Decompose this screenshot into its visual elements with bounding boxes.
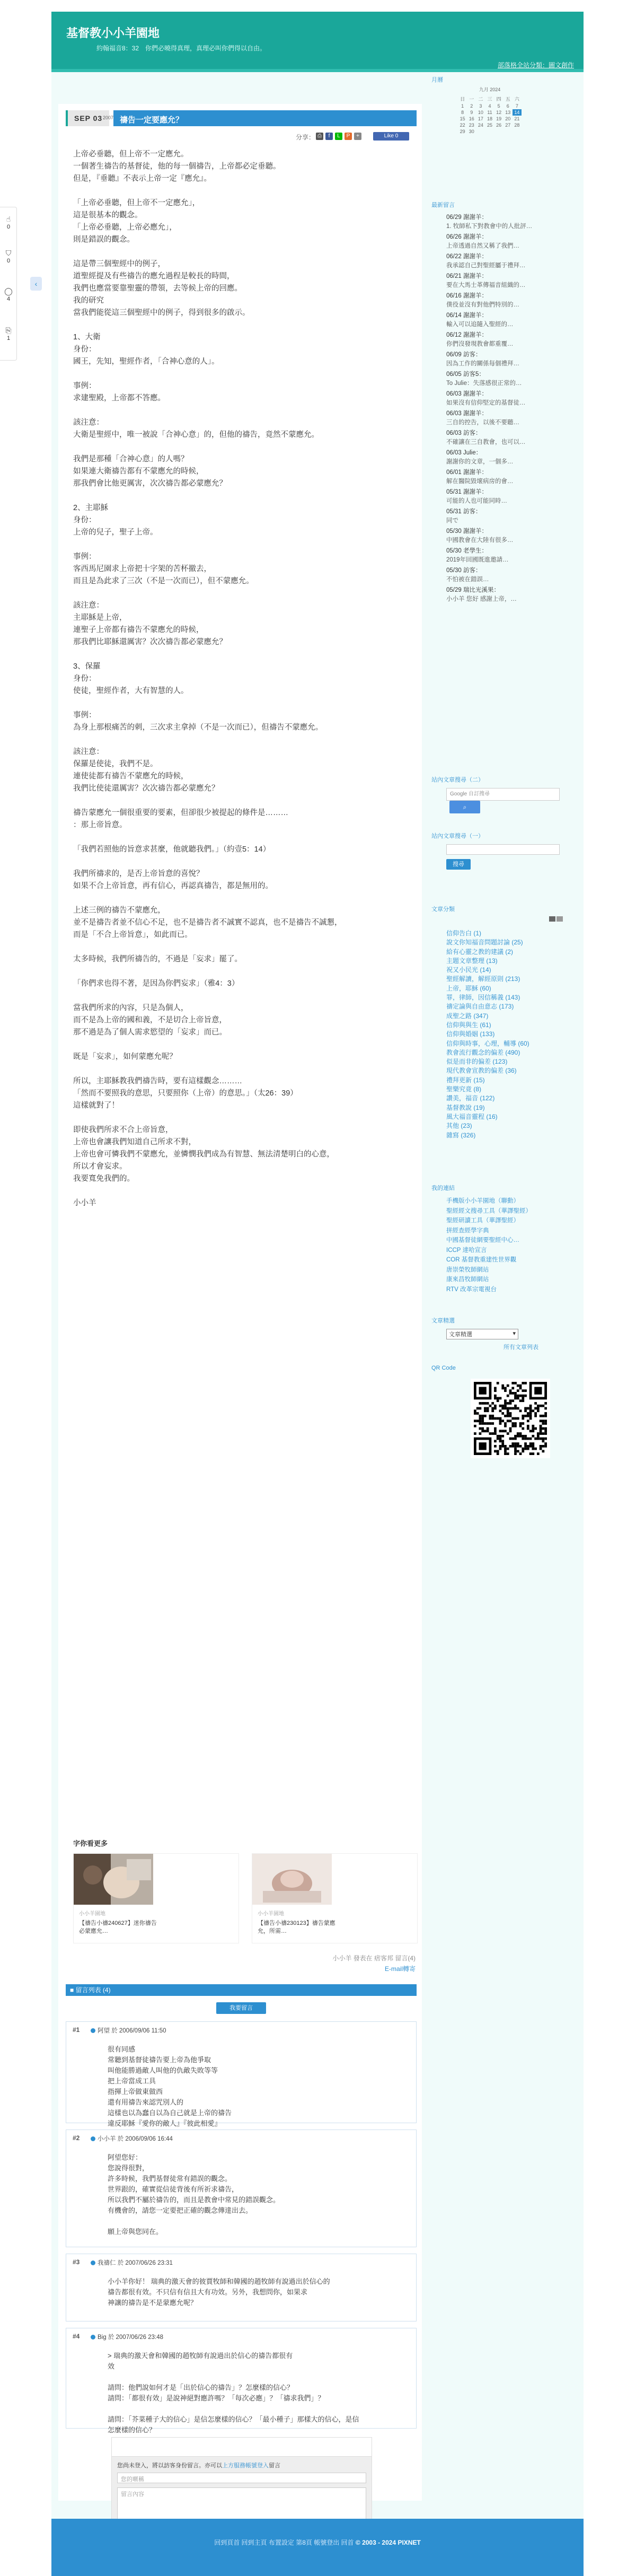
- post-date-text: SEP 03: [74, 114, 103, 122]
- calendar-weekday: 日: [460, 97, 465, 102]
- calendar-day[interactable]: 20: [505, 116, 511, 121]
- calendar-day[interactable]: 19: [496, 116, 502, 121]
- comment-meta: [91, 2026, 166, 2035]
- calendar-day[interactable]: 6: [506, 103, 509, 109]
- category-item[interactable]: 風大福音靈程 (16): [446, 1112, 498, 1120]
- post-paragraph: 上述三例的禱告不蒙應允， 並不是禱告者並不信心不足，也不是禱告者不誠實不認真，也不是禱告不誠懇， 而是「不合上帝旨意」，如此而已。: [73, 906, 342, 939]
- login-hint-text: 您尚未登入，將以訪客身份留言。亦可以: [117, 2463, 222, 2469]
- calendar-day[interactable]: 28: [514, 122, 520, 128]
- comment-meta: [91, 2258, 173, 2267]
- category-item[interactable]: 祝又小民光 (14): [446, 966, 491, 974]
- recent-comment-text[interactable]: 謝謝你的文章，一個多…: [446, 459, 514, 465]
- links-section: [431, 1184, 580, 1294]
- recent-comment-text[interactable]: 可能的人也可能同時…: [446, 498, 507, 504]
- footer-brand: © 2003 - 2024 PIXNET: [355, 2539, 421, 2546]
- related-post-card[interactable]: [73, 1853, 239, 1943]
- calendar-day[interactable]: 30: [469, 129, 474, 134]
- recent-comment-text[interactable]: 我承認自己對聖經屬于禮拜…: [446, 262, 526, 269]
- google-search-button[interactable]: [449, 801, 480, 813]
- share-count: 1: [6, 335, 11, 341]
- recent-comment-date: 06/26 謝謝羊：: [446, 234, 488, 240]
- category-item[interactable]: 雜寫 (326): [446, 1131, 476, 1139]
- related-post-image: [252, 1854, 332, 1905]
- calendar-weekday: 二: [478, 97, 483, 102]
- recent-comment-text[interactable]: 不確讓在三自教會，也可以…: [446, 439, 526, 445]
- external-link-item[interactable]: 中國基督徒網要聖經中心…: [446, 1237, 519, 1243]
- calendar-day[interactable]: 23: [469, 122, 474, 128]
- related-post-card[interactable]: [252, 1853, 418, 1943]
- post-paragraph: 我們所禱求的，是否上帝旨意的喜悅？ 如果不合上帝旨意，再有信心，再認真禱告，都是無用的。: [73, 870, 273, 890]
- recent-comment-item[interactable]: [446, 390, 580, 408]
- recent-comment-item[interactable]: [446, 566, 580, 584]
- avatar-icon: [91, 2136, 95, 2141]
- category-item[interactable]: 說文你知福音問題討論 (25): [446, 939, 523, 947]
- google-search-input[interactable]: Google 自訂搜尋: [446, 788, 560, 801]
- recent-comment-item[interactable]: [446, 547, 580, 565]
- calendar-day[interactable]: 9: [470, 110, 473, 115]
- recent-comment-item[interactable]: [446, 409, 580, 427]
- category-item[interactable]: 禱定論與自由意志 (173): [446, 1003, 514, 1011]
- related-post-image: [74, 1854, 153, 1905]
- recent-comment-date: 05/29 瑞比光溪果：: [446, 587, 500, 593]
- blog-description: 約翰福音8：32 你們必曉得真理，真理必叫你們得以自由。: [96, 45, 267, 52]
- external-link-item[interactable]: COR 基督教重建性世界觀: [446, 1257, 517, 1263]
- comment-list-header: ■ 留言列表 (4): [66, 1984, 417, 1996]
- calendar-day[interactable]: 2: [470, 103, 473, 109]
- recent-comment-item[interactable]: [446, 331, 580, 349]
- recent-comment-item[interactable]: [446, 351, 580, 369]
- comment-item: [66, 2021, 417, 2127]
- post-date: [66, 110, 114, 126]
- recent-comment-text[interactable]: 輸入可以追隨入聖經的…: [446, 321, 514, 328]
- post-heading: [66, 110, 417, 126]
- recent-comment-date: 06/29 謝謝羊：: [446, 214, 488, 221]
- calendar-day[interactable]: 17: [478, 116, 483, 121]
- related-posts-title: 字你看更多: [73, 1839, 108, 1847]
- calendar-day[interactable]: 25: [487, 122, 492, 128]
- post-paragraph: 該注意： 主耶穌是上帝， 連聖子上帝都有禱告不蒙應允的時候， 那我們比耶穌還厲害？次次禱告都必蒙應允？: [73, 601, 227, 646]
- site-search-input[interactable]: [446, 844, 560, 855]
- recent-comment-date: 05/31 謝謝羊：: [446, 489, 488, 495]
- more-share-icon[interactable]: +: [354, 133, 361, 140]
- links-title: 我的連結: [431, 1185, 455, 1191]
- post-paragraph: 太多時候，我們所禱告的，不過是「妄求」罷了。: [73, 955, 242, 963]
- login-hint: [117, 2461, 280, 2469]
- recent-comment-text[interactable]: 你們沒發現教會都重覆…: [446, 341, 514, 347]
- external-link-item[interactable]: 聖經經文搜尋工具（華譯聖經）: [446, 1207, 532, 1214]
- comment-meta: [91, 2333, 163, 2341]
- related-posts: [73, 1838, 418, 1950]
- recent-comment-date: 06/14 謝謝羊：: [446, 312, 488, 319]
- archive-select-value: 文章精選: [449, 1331, 472, 1338]
- recent-comment-item[interactable]: [446, 311, 580, 329]
- rss-icon[interactable]: [549, 915, 564, 921]
- recent-comment-text[interactable]: 解在醫院毀壞病房的會…: [446, 478, 514, 485]
- page-footer: [51, 2519, 584, 2576]
- recent-comment-date: 05/30 老學生：: [446, 548, 488, 554]
- recent-comment-item[interactable]: [446, 488, 580, 506]
- recent-comment-text[interactable]: To Julie：失落感很正常的…: [446, 380, 522, 387]
- recent-comment-text[interactable]: 因為工作的關係每個禮拜…: [446, 361, 519, 367]
- share-label: 分享：: [296, 134, 315, 141]
- calendar-title: 月曆: [431, 77, 443, 83]
- post-paragraph: 「上帝必垂聽，但上帝不一定應允」， 這是很基本的觀念。 「上帝必垂聽，上帝必應允」， 則是錯誤的觀念。: [73, 199, 200, 244]
- category-item[interactable]: 信仰與婚姻 (133): [446, 1030, 495, 1038]
- comment-author-time: Big 於 2007/06/26 23:48: [98, 2334, 164, 2341]
- calendar-day: [513, 128, 522, 135]
- recent-comment-date: 06/01 謝謝羊：: [446, 469, 488, 476]
- recent-comment-text[interactable]: 如果沒有信仰堅定的基督徒…: [446, 400, 526, 406]
- search-icon: ⌕: [463, 803, 467, 811]
- category-item[interactable]: 教會流行觀念的偏差 (490): [446, 1048, 520, 1056]
- external-link-item[interactable]: 拼經查經學字典: [446, 1227, 489, 1234]
- calendar-day[interactable]: 27: [505, 122, 511, 128]
- print-icon[interactable]: ⎙: [316, 133, 323, 140]
- related-post-caption[interactable]: 【禱告小禱240627】迷你禱告必蒙應允…: [79, 1920, 157, 1934]
- archive-title: 文章精選: [431, 1318, 455, 1324]
- related-post-source: 小小羊園地: [79, 1911, 105, 1917]
- archive-select[interactable]: [446, 1329, 518, 1339]
- comment-meta: [91, 2134, 173, 2143]
- post-paragraph: 既是「妄求」，如何蒙應允呢？: [73, 1053, 177, 1061]
- category-list: [431, 917, 580, 1140]
- calendar-day[interactable]: 13: [505, 110, 511, 115]
- facebook-like-button[interactable]: Like 0: [373, 132, 409, 141]
- post-paragraph: 禱告蒙應允一個很重要的要素，但卻很少被提起的條件是……… ：那上帝旨意。: [73, 809, 288, 829]
- calendar-weekday: 四: [496, 97, 501, 102]
- recent-comment-item[interactable]: [446, 468, 580, 486]
- recent-comment-item[interactable]: [446, 292, 580, 310]
- facebook-icon[interactable]: f: [325, 133, 333, 140]
- calendar-grid: [458, 95, 522, 135]
- post-paragraph: 事例： 為身上那根痛苦的刺，三次求主拿掉（不是一次而已），但禱告不蒙應允。: [73, 711, 323, 732]
- external-link-item[interactable]: 聖經研讀工具（華譯聖經）: [446, 1217, 519, 1224]
- recent-comment-item[interactable]: [446, 252, 580, 270]
- calendar-day: [476, 128, 485, 135]
- login-hint-suffix: 留言: [269, 2463, 280, 2469]
- post-paragraph: 3、保羅 身份： 使徒，聖經作者，大有智慧的人。: [73, 662, 189, 695]
- category-item[interactable]: 信仰與與生 (61): [446, 1021, 491, 1029]
- calendar-day[interactable]: 14: [513, 109, 522, 116]
- category-item[interactable]: 現代教會宣教的偏差 (36): [446, 1067, 517, 1075]
- blog-header: [51, 12, 584, 72]
- calendar-day[interactable]: 22: [460, 122, 465, 128]
- calendar-day[interactable]: 12: [496, 110, 502, 115]
- recent-comments-list: [431, 213, 580, 604]
- post-paragraph: 上帝必垂聽，但上帝不一定應允。 一個著生禱告的基督徒，他的每一個禱告，上帝都必定垂聽。 但是，『垂聽』不表示上帝一定『應允』。: [73, 150, 281, 183]
- calendar-day[interactable]: 4: [488, 103, 491, 109]
- recent-comment-text[interactable]: 同で: [446, 518, 458, 524]
- share-icon: ⎘: [5, 326, 12, 335]
- line-icon[interactable]: L: [335, 133, 342, 140]
- post-footer-line[interactable]: 小小羊 發表在 痞客邦 留言(4): [332, 1955, 416, 1962]
- link-list: [431, 1196, 580, 1294]
- post-paragraph: 1、大衛 身份： 國王，先知，聖經作者，「合神心意的人」。: [73, 333, 219, 366]
- comment-number: #4: [73, 2333, 80, 2340]
- category-link[interactable]: 部落格全站分類：圖文創作: [497, 62, 574, 69]
- share-row: [270, 132, 417, 141]
- post-paragraph: 2、主耶穌 身份： 上帝的兒子，聖子上帝。: [73, 504, 158, 537]
- calendar-day[interactable]: 29: [460, 129, 465, 134]
- recent-comment-item[interactable]: [446, 370, 580, 388]
- like-count: 0: [6, 224, 11, 230]
- category-item[interactable]: 讚美，福音 (122): [446, 1094, 495, 1102]
- chevron-left-icon: ‹: [34, 279, 38, 288]
- leave-comment-button[interactable]: 我要留言: [216, 2002, 266, 2014]
- calendar-day[interactable]: 7: [515, 103, 518, 109]
- qr-code-image: [471, 1379, 550, 1458]
- category-item[interactable]: 給有心靈之教的建議 (2): [446, 948, 514, 956]
- category-item[interactable]: 罪，律師，因信稱義 (143): [446, 994, 520, 1002]
- calendar-day[interactable]: 3: [479, 103, 482, 109]
- recent-comment-date: 06/09 訪客：: [446, 352, 482, 358]
- recent-comment-date: 06/05 訪客5：: [446, 371, 485, 378]
- recent-comments-title: 最新留言: [431, 202, 455, 208]
- comment-author-time: 我禱仁 於 2007/06/26 23:31: [98, 2260, 173, 2266]
- post-paragraph: 該注意： 保羅是使徒，我們不是。 連使徒都有禱告不蒙應允的時候， 我們比使徒還厲害？次次禱告都必蒙應允？: [73, 748, 219, 793]
- recent-comment-date: 06/12 謝謝羊：: [446, 332, 488, 338]
- post-paragraph: 所以，主耶穌教我們禱告時，要有這樣觀念……… 「然而不要照我的意思，只要照你（上帝）的意思。」（太26：39） 這樣就對了！: [73, 1077, 298, 1110]
- all-posts-link[interactable]: 所有文章列表: [504, 1344, 538, 1351]
- post-paragraph: 「你們求也得不著，是因為你們妄求」（雅4：3）: [73, 979, 240, 988]
- category-item[interactable]: 信仰與時事，心理，輔導 (60): [446, 1039, 529, 1047]
- category-item[interactable]: 信仰告白 (1): [446, 930, 482, 937]
- comment-number: #3: [73, 2258, 80, 2266]
- recent-comment-text[interactable]: 2019年回國既進邀請…: [446, 557, 509, 563]
- external-link-item[interactable]: 手機版小小羊園地（聯動）: [446, 1198, 519, 1204]
- recent-comment-text[interactable]: 要在大馬士革傳福音組織的…: [446, 282, 526, 288]
- floating-action-bar: [0, 207, 17, 361]
- recent-comment-text[interactable]: 上帝透過自然又稱了我們…: [446, 243, 519, 249]
- recent-comment-date: 06/03 Julie：: [446, 450, 482, 456]
- related-post-caption[interactable]: 【禱告小禱230123】禱告蒙應允，所需…: [258, 1920, 335, 1934]
- post-paragraph: 這是帶三個聖經中的例子， 道聖經提及有些禱告的應允過程是較長的時間， 我們也應當要靠聖靈的帶領，去等候上帝的回應。 我的研究 當我們能從這三個聖經中的例子，得到很多的啟示。: [73, 260, 250, 317]
- calendar-day[interactable]: 24: [478, 122, 483, 128]
- main-content: [58, 104, 422, 2501]
- category-item[interactable]: 其他 (23): [446, 1122, 472, 1130]
- recent-comments-section: [431, 200, 580, 606]
- comment-body: 小小羊你好！ 瑞典的激天會的彼賈牧師和韓國的趙牧師有說過出於信心的 禱告都很有效。不只信有信且大有功效。另外，我想問你，如果求 神讓的禱告是不是蒙應允呢？: [108, 2277, 330, 2307]
- calendar-month[interactable]: 九月 2024: [479, 87, 501, 92]
- site-search-button[interactable]: 搜尋: [446, 859, 471, 870]
- comment-item: [66, 2254, 417, 2321]
- comment-body: 很有同感 常聽到基督徒禱告要上帝為他爭取 叫他能勝過敵人叫他的仇敵失敗等等 把上帝當成工具 指揮上帝做東做西 還有用禱告來認咒別人的 這樣也以為蠢自以為自己就是上帝的禱告 違反耶穌『愛你的敵人』『彼此相愛』: [108, 2045, 232, 2127]
- blog-title[interactable]: 基督教小小羊園地: [66, 27, 160, 40]
- recent-comment-item[interactable]: [446, 507, 580, 525]
- comment-author-time: 小小羊 於 2006/09/06 16:44: [98, 2136, 173, 2142]
- external-link-item[interactable]: 康來昌牧師網站: [446, 1276, 489, 1283]
- recent-comment-text[interactable]: 僕役並沒有對他們特別的…: [446, 302, 519, 308]
- login-link[interactable]: 上方服務帳號登入: [222, 2463, 269, 2469]
- category-item[interactable]: 基督教說 (19): [446, 1103, 485, 1111]
- like-action[interactable]: [0, 215, 17, 230]
- comment-textarea[interactable]: 留言內容: [117, 2487, 366, 2555]
- recent-comment-date: 06/03 訪客：: [446, 430, 482, 436]
- recent-comment-date: 06/16 謝謝羊：: [446, 293, 488, 299]
- comment-action[interactable]: [0, 287, 17, 302]
- recent-comment-date: 06/03 謝謝羊：: [446, 391, 488, 397]
- comment-body: > 瑞典的激天會和韓國的趙牧師有說過出於信心的禱告都很有 效 請問：他們說如何才是「出於信心的禱告」？怎麼樣的信心？ 請問：「都很有效」是說神絕對應許嗎？「每次必應」？「禱求我們」？ 請問：「芥菜種子大的信心」是信怎麼樣的信心？「最小種子」那樣大的信心，是信怎麼樣的信心？: [108, 2352, 359, 2434]
- recent-comment-item[interactable]: [446, 449, 580, 467]
- archive-section: [431, 1316, 580, 1351]
- calendar-day[interactable]: 8: [461, 110, 464, 115]
- recent-comment-item[interactable]: [446, 213, 580, 231]
- footer-copyright: [51, 2538, 584, 2547]
- post-body: [73, 148, 402, 1222]
- recent-comment-item[interactable]: [446, 527, 580, 545]
- comment-form-toolbar: [112, 2438, 372, 2457]
- search2-title: 站內文章搜尋（一）: [431, 833, 484, 839]
- recent-comment-date: 06/03 謝謝羊：: [446, 410, 488, 417]
- calendar-day[interactable]: 18: [487, 116, 492, 121]
- post-paragraph: 小小羊: [73, 1199, 96, 1207]
- avatar-icon: [91, 2335, 95, 2340]
- search-section: [431, 775, 580, 813]
- category-item[interactable]: 主題文章整理 (13): [446, 957, 498, 965]
- plurk-icon[interactable]: P: [344, 133, 352, 140]
- categories-title: 文章分類: [431, 906, 455, 913]
- qr-title: QR Code: [431, 1365, 456, 1371]
- calendar: [458, 86, 522, 135]
- qr-section: [431, 1365, 580, 1471]
- calendar-weekday: 六: [514, 97, 519, 102]
- category-item[interactable]: 禮拜更新 (15): [446, 1076, 485, 1084]
- recent-comment-item[interactable]: [446, 233, 580, 251]
- thumb-icon: ☝: [6, 215, 11, 223]
- comment-item: [66, 2130, 417, 2247]
- comment-number: #2: [73, 2134, 80, 2142]
- comment-count: 4: [6, 296, 11, 302]
- calendar-day[interactable]: 11: [487, 110, 492, 115]
- share-action[interactable]: [0, 326, 17, 341]
- email-forward-link[interactable]: E-mail轉寄: [384, 1965, 416, 1973]
- collapse-toggle[interactable]: [30, 277, 42, 291]
- calendar-day[interactable]: 1: [461, 103, 464, 109]
- recent-comment-text[interactable]: 1. 牧師私下對教會中的人批評…: [446, 223, 533, 230]
- post-title[interactable]: 禱告一定要應允？: [120, 116, 184, 125]
- recent-comment-date: 05/30 訪客：: [446, 567, 482, 574]
- recent-comment-item[interactable]: [446, 272, 580, 290]
- avatar-icon: [91, 2260, 95, 2265]
- chevron-down-icon: ▾: [513, 1330, 516, 1337]
- calendar-weekday: 五: [505, 97, 510, 102]
- comment-author-time: 阿望 於 2006/09/06 11:50: [98, 2028, 166, 2034]
- post-paragraph: 即使我們所求不合上帝旨意， 上帝也會讓我們知道自己所求不對， 上帝也會可憐我們不蒙應允，並憐憫我們成為有智慧、無法清楚明白的心意， 所以才會妄求。 我要寬免我們的。: [73, 1126, 334, 1183]
- categories-section: [431, 905, 580, 1140]
- calendar-weekday: 一: [469, 97, 474, 102]
- calendar-day: [504, 128, 513, 135]
- post-paragraph: 該注意： 大衛是聖經中，唯一被說「合神心意」的，但他的禱告，竟然不蒙應允。: [73, 418, 319, 439]
- comment-icon: ◯: [4, 287, 13, 295]
- recent-comment-date: 05/30 謝謝羊：: [446, 528, 488, 535]
- post-paragraph: 當我們所求的內容，只是為個人， 而不是為上帝的國和義，不是切合上帝旨意， 那不過是為了個人需求慾望的「妄求」而已。: [73, 1004, 227, 1037]
- category-item[interactable]: 似是而非的偏差 (123): [446, 1058, 508, 1066]
- recent-comment-date: 06/21 謝謝羊：: [446, 273, 488, 279]
- search-title: 站內文章搜尋（二）: [431, 777, 484, 783]
- post-year: 2007: [103, 115, 114, 120]
- calendar-day: [494, 128, 504, 135]
- recent-comment-date: 06/22 謝謝羊：: [446, 253, 488, 260]
- post-title-bar: [113, 110, 417, 126]
- recent-comment-text[interactable]: 三自的控告，以後不要聽…: [446, 419, 519, 426]
- avatar-icon: [91, 2028, 95, 2033]
- recent-comment-item[interactable]: [446, 586, 580, 604]
- calendar-section: [431, 75, 580, 134]
- external-link-item[interactable]: RTV 改革宗電視台: [446, 1286, 497, 1293]
- calendar-day[interactable]: 26: [496, 122, 502, 128]
- comment-number: #1: [73, 2026, 80, 2034]
- recent-comment-text[interactable]: 中國教會在大陸有很多…: [446, 537, 514, 544]
- related-post-source: 小小羊園地: [258, 1911, 284, 1917]
- bookmark-icon: ⛉: [5, 249, 12, 257]
- recent-comment-text[interactable]: 不怕被在錯誤…: [446, 576, 489, 583]
- save-action[interactable]: [0, 249, 17, 264]
- nickname-field[interactable]: 您的暱稱: [117, 2473, 366, 2483]
- save-count: 0: [6, 258, 11, 264]
- post-paragraph: 事例： 求建聖殿，上帝都不答應。: [73, 382, 165, 402]
- recent-comment-text[interactable]: 小小羊 您好 感謝上帝，…: [446, 596, 517, 602]
- category-item[interactable]: 聖樂究竟 (8): [446, 1085, 482, 1093]
- comment-body: 阿望您好： 您說得很對， 許多時候，我們基督徒常有錯誤的觀念。 世界跟的，確實從信徒背後有所祈求禱告， 所以我們不屬於禱告的，而且是教會中常見的錯誤觀念。 有機會的，請您一定要把正確的觀念傳達出去。 願上帝與您同在。: [108, 2153, 280, 2236]
- calendar-day[interactable]: 16: [469, 116, 474, 121]
- calendar-weekday: 三: [487, 97, 492, 102]
- calendar-day[interactable]: 10: [478, 110, 483, 115]
- post-paragraph: 事例： 客西馬尼園求上帝把十字架的苦杯撤去， 而且是為此求了三次（不是一次而已），但不蒙應允。: [73, 553, 254, 585]
- external-link-item[interactable]: 唐崇榮牧師網站: [446, 1266, 489, 1273]
- category-item[interactable]: 聖經解讀，解經原則 (213): [446, 975, 520, 983]
- calendar-day[interactable]: 15: [460, 116, 465, 121]
- recent-comment-date: 05/31 訪客：: [446, 509, 482, 515]
- recent-comment-item[interactable]: [446, 429, 580, 447]
- comment-item: [66, 2328, 417, 2434]
- calendar-day: [485, 128, 494, 135]
- external-link-item[interactable]: ICCP 達哈宣言: [446, 1247, 487, 1254]
- category-item[interactable]: 上帝，耶穌 (60): [446, 984, 491, 992]
- calendar-day[interactable]: 21: [514, 116, 520, 121]
- category-item[interactable]: 成聖之路 (347): [446, 1012, 489, 1020]
- calendar-day[interactable]: 5: [497, 103, 500, 109]
- search2-section: [431, 831, 580, 870]
- post-paragraph: 「我們若照他的旨意求甚麼，他就聽我們。」（約壹5：14）: [73, 845, 271, 854]
- footer-links[interactable]: 回到頁首 回到主頁 布置設定 第8頁 帳號登出 回首: [214, 2539, 354, 2546]
- post-paragraph: 我們是那種「合神心意」的人嗎？ 如果連大衛禱告都有不蒙應允的時候， 那我們會比他更厲害，次次禱告都必蒙應允？: [73, 455, 227, 488]
